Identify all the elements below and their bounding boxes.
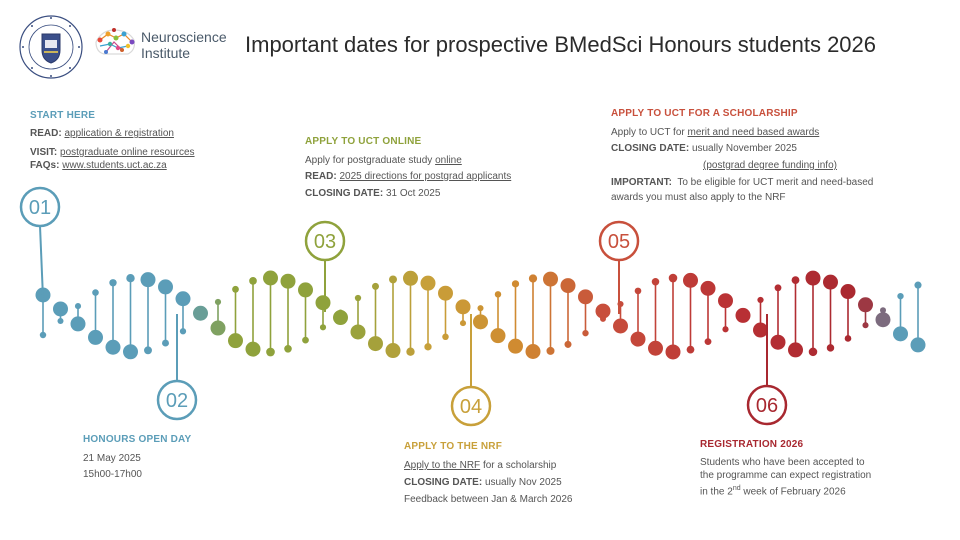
helix-node xyxy=(92,289,99,296)
registration-text-3 xyxy=(700,482,871,498)
helix-node xyxy=(914,282,921,289)
step-05-line-apply xyxy=(611,125,873,141)
helix-node xyxy=(546,347,554,355)
helix-node xyxy=(284,345,292,353)
helix-node xyxy=(736,308,751,323)
open-day-date: 21 May 2025 xyxy=(83,453,141,464)
closing-date-value: usually November 2025 xyxy=(691,143,797,154)
step-06-block xyxy=(700,439,871,498)
merit-awards-link[interactable]: merit and need based awards xyxy=(687,127,820,138)
students-website-link[interactable]: www.students.uct.ac.za xyxy=(62,160,167,171)
scholarship-text: for a scholarship xyxy=(482,460,557,471)
feedback-text: Feedback between Jan & March 2026 xyxy=(404,494,573,505)
read-label: READ: xyxy=(305,171,337,182)
page-title: Important dates for prospective BMedSci Honours students 2026 xyxy=(245,32,877,57)
helix-node xyxy=(701,281,716,296)
helix-node xyxy=(158,279,173,294)
helix-node xyxy=(705,338,712,345)
helix-node xyxy=(421,276,436,291)
step-05-line-important-2: awards you must also apply to the NRF xyxy=(611,192,786,203)
institute-name-line2: Institute xyxy=(141,45,191,61)
helix-node xyxy=(666,344,681,359)
helix-node xyxy=(512,280,519,287)
helix-node xyxy=(683,273,698,288)
step-01-line-visit xyxy=(30,146,195,159)
helix-node xyxy=(88,330,103,345)
step-04-number: 04 xyxy=(459,396,483,418)
step-02-number: 02 xyxy=(165,390,189,412)
step-01-line-faqs xyxy=(30,159,195,172)
step-04-heading: APPLY TO THE NRF xyxy=(404,441,503,452)
step-02-heading: HONOURS OPEN DAY xyxy=(83,434,192,445)
helix-node xyxy=(40,332,46,338)
helix-node xyxy=(144,346,152,354)
helix-node xyxy=(456,299,471,314)
helix-node xyxy=(126,274,134,282)
helix-node xyxy=(193,306,208,321)
helix-node xyxy=(823,275,838,290)
step-05-line-important xyxy=(611,175,873,191)
helix-node xyxy=(53,301,68,316)
online-link[interactable]: online xyxy=(435,155,462,166)
helix-node xyxy=(109,279,116,286)
helix-node xyxy=(71,316,86,331)
helix-node xyxy=(827,344,834,351)
helix-node xyxy=(788,342,803,357)
visit-label: VISIT: xyxy=(30,147,58,158)
helix-node xyxy=(529,274,537,282)
helix-node xyxy=(316,295,331,310)
helix-node xyxy=(652,278,660,286)
important-label: IMPORTANT: xyxy=(611,177,672,188)
helix-node xyxy=(249,277,257,285)
step-05-line-funding xyxy=(611,157,873,175)
helix-node xyxy=(403,271,418,286)
step-04-line-closing xyxy=(404,474,572,491)
registration-week-post: week of February 2026 xyxy=(740,486,846,498)
helix-node xyxy=(106,340,121,355)
helix-node xyxy=(389,275,397,283)
helix-node xyxy=(753,323,768,338)
step-01-connector xyxy=(40,226,43,298)
step-06-number: 06 xyxy=(755,395,779,417)
helix-node xyxy=(508,339,523,354)
step-06-heading: REGISTRATION 2026 xyxy=(700,439,804,450)
helix-node xyxy=(215,299,221,305)
helix-node xyxy=(263,271,278,286)
helix-node xyxy=(123,344,138,359)
helix-node xyxy=(460,320,466,326)
step-04-block xyxy=(404,441,572,508)
helix-node xyxy=(372,283,379,290)
step-03-block xyxy=(305,136,511,203)
helix-node xyxy=(578,289,593,304)
helix-node xyxy=(368,336,383,351)
helix-node xyxy=(858,297,873,312)
helix-node xyxy=(162,340,169,347)
helix-node xyxy=(635,288,642,295)
closing-date-label: CLOSING DATE: xyxy=(404,477,483,488)
helix-node xyxy=(669,274,678,283)
helix-node xyxy=(211,321,226,336)
helix-node xyxy=(600,316,606,322)
registration-week-sup: nd xyxy=(732,485,741,492)
apply-nrf-link[interactable]: Apply to the NRF xyxy=(404,460,481,471)
important-text: To be eligible for UCT merit and need-based xyxy=(677,177,874,188)
helix-node xyxy=(298,282,313,297)
directions-link[interactable]: 2025 directions for postgrad applicants xyxy=(339,171,512,182)
helix-node xyxy=(424,343,431,350)
helix-node xyxy=(911,337,926,352)
application-registration-link[interactable]: application & registration xyxy=(64,128,174,139)
helix-node xyxy=(792,276,800,284)
faqs-label: FAQs: xyxy=(30,160,60,171)
helix-node xyxy=(806,271,821,286)
closing-date-label: CLOSING DATE: xyxy=(611,143,690,154)
helix-node xyxy=(386,343,401,358)
helix-node xyxy=(771,335,786,350)
helix-node xyxy=(495,291,501,297)
helix-node xyxy=(876,312,891,327)
step-02-block xyxy=(83,434,191,483)
helix-node xyxy=(862,322,868,328)
helix-node xyxy=(232,286,239,293)
closing-date-value: 31 Oct 2025 xyxy=(385,188,441,199)
helix-node xyxy=(281,274,296,289)
step-01-number: 01 xyxy=(28,197,52,219)
step-05-heading: APPLY TO UCT FOR A SCHOLARSHIP xyxy=(611,108,798,119)
registration-text-2: the programme can expect registration xyxy=(700,470,872,481)
helix-node xyxy=(266,348,275,357)
helix-node xyxy=(845,335,852,342)
helix-node xyxy=(687,346,695,354)
helix-node xyxy=(228,333,243,348)
funding-info-link[interactable]: (postgrad degree funding info) xyxy=(703,160,837,171)
helix-node xyxy=(57,318,63,324)
step-03-line-apply xyxy=(305,153,511,169)
helix-node xyxy=(526,344,541,359)
apply-postgrad-text: Apply for postgraduate study xyxy=(305,155,433,166)
helix-node xyxy=(893,326,908,341)
step-01-block xyxy=(30,110,195,172)
step-03-number: 03 xyxy=(313,231,337,253)
read-label: READ: xyxy=(30,128,62,139)
helix-node xyxy=(648,341,663,356)
helix-node xyxy=(722,326,728,332)
institute-name-line1: Neuroscience xyxy=(141,29,227,45)
helix-node xyxy=(351,324,366,339)
open-day-time: 15h00-17h00 xyxy=(83,469,142,480)
helix-node xyxy=(337,309,343,315)
helix-node xyxy=(320,324,326,330)
helix-node xyxy=(302,337,309,344)
step-04-line-apply xyxy=(404,458,572,474)
helix-node xyxy=(564,341,571,348)
helix-node xyxy=(406,348,414,356)
helix-node xyxy=(355,295,361,301)
helix-node xyxy=(582,330,588,336)
helix-node xyxy=(809,348,818,357)
helix-node xyxy=(176,291,191,306)
step-05-line-closing xyxy=(611,141,873,157)
step-03-heading: APPLY TO UCT ONLINE xyxy=(305,136,422,147)
helix-node xyxy=(438,286,453,301)
helix-node xyxy=(180,328,186,334)
helix-node xyxy=(631,332,646,347)
helix-node xyxy=(246,342,261,357)
step-01-heading: START HERE xyxy=(30,110,96,121)
closing-date-label: CLOSING DATE: xyxy=(305,188,384,199)
step-05-block xyxy=(611,108,873,204)
helix-node xyxy=(473,314,488,329)
closing-date-value: usually Nov 2025 xyxy=(484,477,562,488)
helix-node xyxy=(841,284,856,299)
step-05-number: 05 xyxy=(607,231,631,253)
helix-node xyxy=(757,297,763,303)
helix-node xyxy=(880,307,886,313)
helix-node xyxy=(442,334,449,341)
helix-node xyxy=(491,328,506,343)
step-01-line-read xyxy=(30,127,195,140)
helix-node xyxy=(477,305,483,311)
helix-node xyxy=(613,319,628,334)
step-03-line-read xyxy=(305,169,511,185)
registration-text-1: Students who have been accepted to xyxy=(700,457,865,468)
helix-node xyxy=(543,272,558,287)
helix-node xyxy=(897,293,903,299)
helix-node xyxy=(141,272,156,287)
helix-node xyxy=(775,284,782,291)
step-03-line-closing xyxy=(305,185,511,203)
registration-week-pre: in the 2 xyxy=(700,486,733,498)
helix-node xyxy=(75,303,81,309)
apply-uct-text: Apply to UCT for xyxy=(611,127,685,138)
postgraduate-resources-link[interactable]: postgraduate online resources xyxy=(60,147,195,158)
helix-node xyxy=(561,278,576,293)
helix-node xyxy=(718,293,733,308)
